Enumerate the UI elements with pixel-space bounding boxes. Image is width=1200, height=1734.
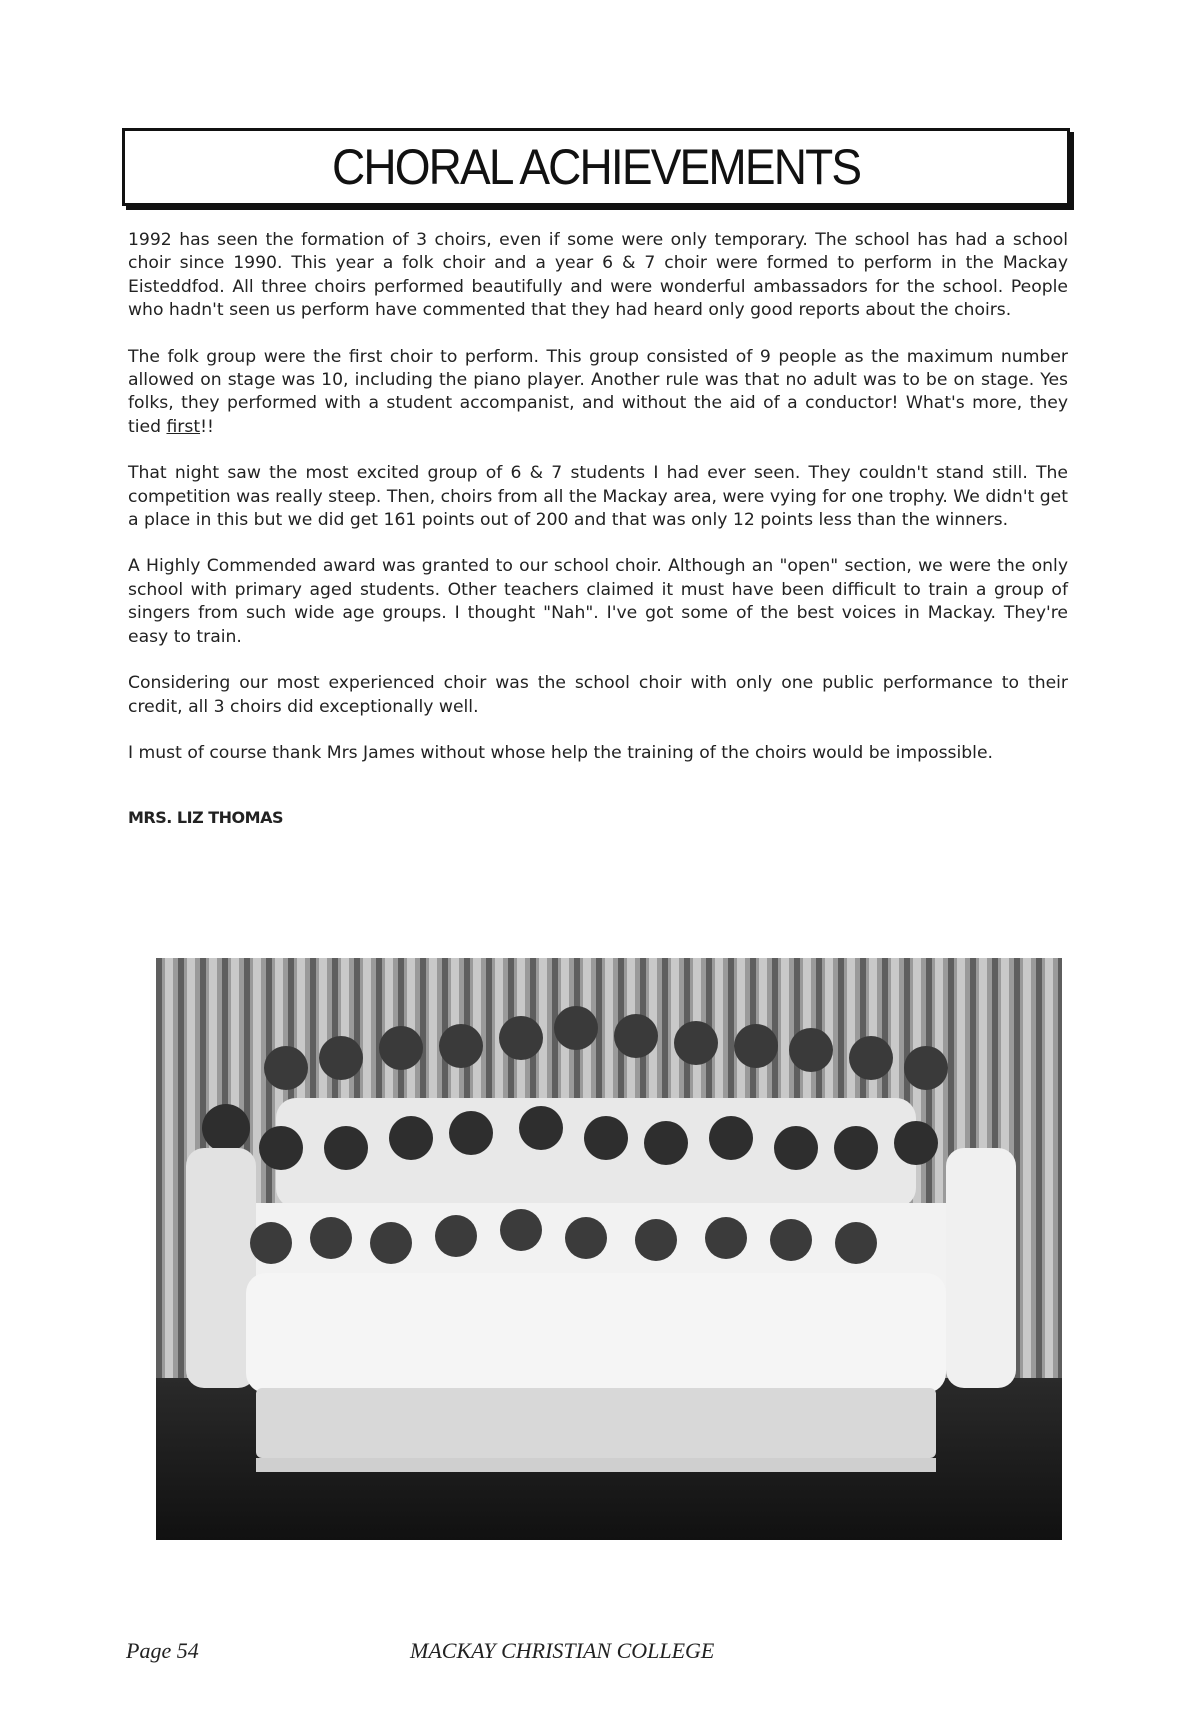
choir-photo-illustration	[156, 958, 1062, 1540]
author-signature: MRS. LIZ THOMAS	[128, 808, 283, 827]
first-emphasis: first	[166, 416, 201, 437]
paragraph-6: I must of course thank Mrs James without whose help the training of the choirs would be impossible.	[128, 742, 993, 763]
paragraph-4: A Highly Commended award was granted to our school choir. Although an "open" section, we were the only school with primary aged students. Other teachers claimed it must have been difficult to train a group of singers from such wide age groups. I thought "Nah". I've got some of the best voices in Mackay. They're easy to train.	[128, 556, 1068, 647]
page-title: CHORAL ACHIEVEMENTS	[331, 139, 861, 195]
choir-group-photo	[156, 958, 1062, 1540]
paragraph-2	[128, 346, 1068, 440]
paragraph-5: Considering our most experienced choir was the school choir with only one public performance to their credit, all 3 choirs did exceptionally well.	[128, 673, 1068, 717]
page-number: Page 54	[126, 1638, 199, 1663]
paragraph-2-end: !!	[200, 416, 214, 437]
paragraph-1: 1992 has seen the formation of 3 choirs, even if some were only temporary. The school has had a school choir since 1990. This year a folk choir and a year 6 & 7 choir were formed to perform in the Mackay Eisteddfod. All three choirs performed beautifully and were wonderful ambassadors for the school. People who hadn't seen us perform have commented that they had heard only good reports about the choirs.	[128, 230, 1068, 321]
paragraph-3: That night saw the most excited group of 6 & 7 students I had ever seen. They couldn't stand still. The competition was really steep. Then, choirs from all the Mackay area, were vying for one trophy. We didn't get a place in this but we did get 161 points out of 200 and that was only 12 points less than the winners.	[128, 463, 1068, 531]
paragraph-2-text: The folk group were the first choir to perform. This group consisted of 9 people as the maximum number allowed on stage was 10, including the piano player. Another rule was that no adult was to be on stage. Yes folks, they performed with a student accompanist, and without the aid of a conductor! What's more, they tied	[128, 346, 1068, 437]
article-body	[128, 229, 1068, 784]
title-box	[122, 128, 1070, 206]
school-name: MACKAY CHRISTIAN COLLEGE	[410, 1638, 715, 1663]
